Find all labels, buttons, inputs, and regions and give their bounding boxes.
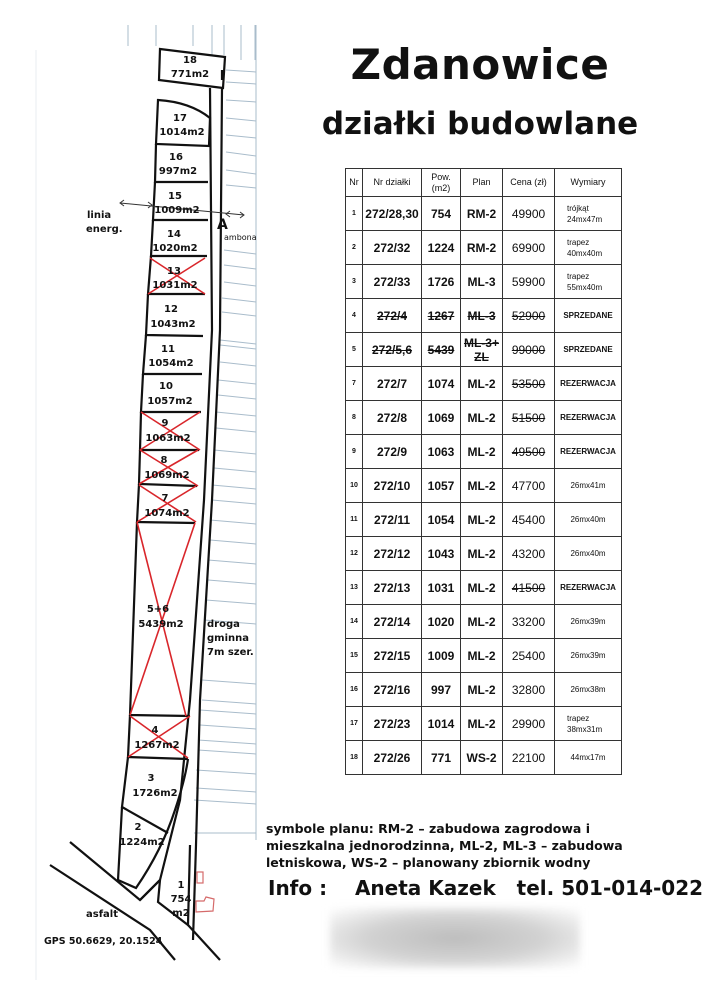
row-plan: ML-3 (461, 299, 503, 333)
row-plot-id: 272/23 (363, 707, 422, 741)
row-price: 22100 (503, 741, 555, 775)
row-plot-id: 272/11 (363, 503, 422, 537)
plan-symbols-legend: symbole planu: RM-2 – zabudowa zagrodowa i mieszkalna jednorodzinna, ML-2, ML-3 – zabudowa letniskowa, WS-2 – planowany zbiornik wodny (266, 821, 623, 870)
row-price: 59900 (503, 265, 555, 299)
row-price: 49900 (503, 197, 555, 231)
row-area: 1031 (422, 571, 461, 605)
row-nr: 9 (346, 435, 363, 469)
contact-phone[interactable]: tel. 501-014-022 (516, 876, 704, 900)
row-area: 1054 (422, 503, 461, 537)
gps-coordinates: GPS 50.6629, 20.1524 (44, 936, 163, 947)
table-row (346, 265, 622, 299)
row-area: 1726 (422, 265, 461, 299)
col-nr: Nr (346, 169, 363, 197)
table-row (346, 367, 622, 401)
blurred-region (330, 908, 580, 968)
row-dimensions: REZERWACJA (555, 435, 622, 469)
plots-price-table (345, 168, 622, 775)
svg-text:17: 17 (173, 113, 187, 124)
row-price: 69900 (503, 231, 555, 265)
svg-text:2: 2 (134, 822, 142, 833)
row-dimensions: 26mx39m (555, 605, 622, 639)
svg-text:5439m2: 5439m2 (138, 619, 184, 630)
row-price: 52900 (503, 299, 555, 333)
row-plan: ML-2 (461, 571, 503, 605)
row-area: 1014 (422, 707, 461, 741)
svg-text:1031m2: 1031m2 (152, 280, 198, 291)
asphalt-label: asfalt (86, 909, 119, 920)
svg-text:1069m2: 1069m2 (144, 470, 190, 481)
row-dimensions: 26mx40m (555, 537, 622, 571)
row-plan: RM-2 (461, 197, 503, 231)
row-price: 45400 (503, 503, 555, 537)
row-dimensions: 44mx17m (555, 741, 622, 775)
row-plot-id: 272/12 (363, 537, 422, 571)
table-row (346, 571, 622, 605)
row-plan: ML-2 (461, 639, 503, 673)
col-plot-id: Nr działki (363, 169, 422, 197)
row-area: 1224 (422, 231, 461, 265)
row-dimensions: trapez 55mx40m (555, 265, 622, 299)
svg-text:771m2: 771m2 (170, 69, 210, 80)
svg-text:1726m2: 1726m2 (132, 788, 178, 799)
row-plan: ML-2 (461, 469, 503, 503)
row-area: 1057 (422, 469, 461, 503)
row-dimensions: 26mx40m (555, 503, 622, 537)
row-price: 41500 (503, 571, 555, 605)
row-plot-id: 272/33 (363, 265, 422, 299)
col-plan: Plan (461, 169, 503, 197)
svg-text:1020m2: 1020m2 (152, 243, 198, 254)
table-row (346, 435, 622, 469)
hunting-stand-label: ambona (224, 233, 257, 242)
row-plan: ML-2 (461, 707, 503, 741)
svg-text:11: 11 (161, 344, 175, 355)
row-nr: 7 (346, 367, 363, 401)
road-label-3: 7m szer. (207, 647, 254, 658)
row-price: 99000 (503, 333, 555, 367)
row-plot-id: 272/5,6 (363, 333, 422, 367)
row-dimensions: 26mx39m (555, 639, 622, 673)
row-area: 1043 (422, 537, 461, 571)
row-nr: 4 (346, 299, 363, 333)
svg-text:1009m2: 1009m2 (154, 205, 200, 216)
row-plan: RM-2 (461, 231, 503, 265)
row-dimensions: SPRZEDANE (555, 299, 622, 333)
row-plan: ML-3 (461, 265, 503, 299)
table-row (346, 741, 622, 775)
row-plot-id: 272/28,30 (363, 197, 422, 231)
building-outlines (196, 872, 214, 912)
row-plot-id: 272/8 (363, 401, 422, 435)
row-plan: ML-2 (461, 435, 503, 469)
row-price: 25400 (503, 639, 555, 673)
svg-text:16: 16 (169, 152, 183, 163)
row-area: 754 (422, 197, 461, 231)
row-plan: ML-2 (461, 401, 503, 435)
row-plot-id: 272/15 (363, 639, 422, 673)
svg-text:1014m2: 1014m2 (159, 127, 205, 138)
table-row (346, 605, 622, 639)
row-plot-id: 272/9 (363, 435, 422, 469)
row-plot-id: 272/13 (363, 571, 422, 605)
svg-text:3: 3 (147, 773, 155, 784)
svg-text:1074m2: 1074m2 (144, 508, 190, 519)
row-dimensions: SPRZEDANE (555, 333, 622, 367)
svg-text:13: 13 (167, 266, 181, 277)
svg-text:1267m2: 1267m2 (134, 740, 180, 751)
col-price: Cena (zł) (503, 169, 555, 197)
table-row (346, 231, 622, 265)
row-plot-id: 272/10 (363, 469, 422, 503)
table-row (346, 469, 622, 503)
row-plot-id: 272/14 (363, 605, 422, 639)
svg-text:4: 4 (151, 725, 159, 736)
row-nr: 10 (346, 469, 363, 503)
row-dimensions: REZERWACJA (555, 367, 622, 401)
row-nr: 11 (346, 503, 363, 537)
table-row (346, 639, 622, 673)
svg-text:754: 754 (170, 894, 192, 905)
contact-name: Aneta Kazek (354, 876, 496, 900)
row-plan: ML-2 (461, 503, 503, 537)
row-plot-id: 272/16 (363, 673, 422, 707)
svg-text:5+6: 5+6 (146, 604, 170, 615)
svg-text:14: 14 (167, 229, 181, 240)
contact-info (268, 876, 703, 900)
row-area: 1267 (422, 299, 461, 333)
svg-text:m2: m2 (172, 908, 190, 919)
row-price: 53500 (503, 367, 555, 401)
row-plan: ML-2 (461, 367, 503, 401)
road-label-1: droga (207, 619, 240, 630)
table-row (346, 707, 622, 741)
power-line-label-2: energ. (86, 224, 123, 235)
svg-text:8: 8 (160, 455, 168, 466)
row-price: 29900 (503, 707, 555, 741)
row-area: 1063 (422, 435, 461, 469)
row-area: 771 (422, 741, 461, 775)
svg-text:7: 7 (161, 493, 169, 504)
row-area: 5439 (422, 333, 461, 367)
row-dimensions: trójkąt 24mx47m (555, 197, 622, 231)
row-nr: 16 (346, 673, 363, 707)
row-area: 1020 (422, 605, 461, 639)
row-dimensions: 26mx38m (555, 673, 622, 707)
col-area: Pow. (m2) (422, 169, 461, 197)
row-dimensions: trapez 38mx31m (555, 707, 622, 741)
road-label-2: gminna (207, 633, 249, 644)
table-row (346, 673, 622, 707)
row-plan: WS-2 (461, 741, 503, 775)
svg-text:1063m2: 1063m2 (145, 433, 191, 444)
svg-text:997m2: 997m2 (158, 166, 198, 177)
table-row (346, 333, 622, 367)
table-row (346, 299, 622, 333)
table-row (346, 197, 622, 231)
svg-text:1: 1 (177, 880, 185, 891)
hunting-stand-mark: A (217, 217, 228, 233)
page-subtitle: działki budowlane (321, 106, 639, 142)
row-nr: 5 (346, 333, 363, 367)
row-nr: 14 (346, 605, 363, 639)
contact-label: Info : (268, 876, 328, 900)
row-area: 997 (422, 673, 461, 707)
plot-map (0, 0, 300, 999)
row-plot-id: 272/32 (363, 231, 422, 265)
svg-text:10: 10 (159, 381, 173, 392)
row-plan: ML-2 (461, 605, 503, 639)
row-nr: 2 (346, 231, 363, 265)
svg-text:18: 18 (183, 55, 197, 66)
row-nr: 12 (346, 537, 363, 571)
svg-text:15: 15 (168, 191, 182, 202)
row-price: 51500 (503, 401, 555, 435)
row-area: 1074 (422, 367, 461, 401)
row-area: 1009 (422, 639, 461, 673)
row-dimensions: REZERWACJA (555, 571, 622, 605)
svg-text:9: 9 (161, 418, 169, 429)
row-plot-id: 272/7 (363, 367, 422, 401)
row-area: 1069 (422, 401, 461, 435)
row-price: 32800 (503, 673, 555, 707)
row-plan: ML-2 (461, 673, 503, 707)
page-title: Zdanowice (350, 40, 610, 89)
table-row (346, 401, 622, 435)
row-price: 43200 (503, 537, 555, 571)
svg-text:12: 12 (164, 304, 178, 315)
table-row (346, 503, 622, 537)
row-nr: 18 (346, 741, 363, 775)
row-plot-id: 272/4 (363, 299, 422, 333)
power-line-label: linia (87, 210, 112, 221)
row-plan: ML-3+ ZL (461, 333, 503, 367)
svg-text:1224m2: 1224m2 (119, 837, 165, 848)
row-nr: 13 (346, 571, 363, 605)
row-nr: 3 (346, 265, 363, 299)
row-dimensions: 26mx41m (555, 469, 622, 503)
svg-text:1054m2: 1054m2 (148, 358, 194, 369)
row-plan: ML-2 (461, 537, 503, 571)
row-nr: 8 (346, 401, 363, 435)
svg-text:1043m2: 1043m2 (150, 319, 196, 330)
col-dimensions: Wymiary (555, 169, 622, 197)
row-price: 47700 (503, 469, 555, 503)
svg-text:1057m2: 1057m2 (147, 396, 193, 407)
row-dimensions: trapez 40mx40m (555, 231, 622, 265)
table-row (346, 537, 622, 571)
row-dimensions: REZERWACJA (555, 401, 622, 435)
row-nr: 17 (346, 707, 363, 741)
row-price: 33200 (503, 605, 555, 639)
table-header-row (346, 169, 622, 197)
row-nr: 1 (346, 197, 363, 231)
row-nr: 15 (346, 639, 363, 673)
row-price: 49500 (503, 435, 555, 469)
row-plot-id: 272/26 (363, 741, 422, 775)
